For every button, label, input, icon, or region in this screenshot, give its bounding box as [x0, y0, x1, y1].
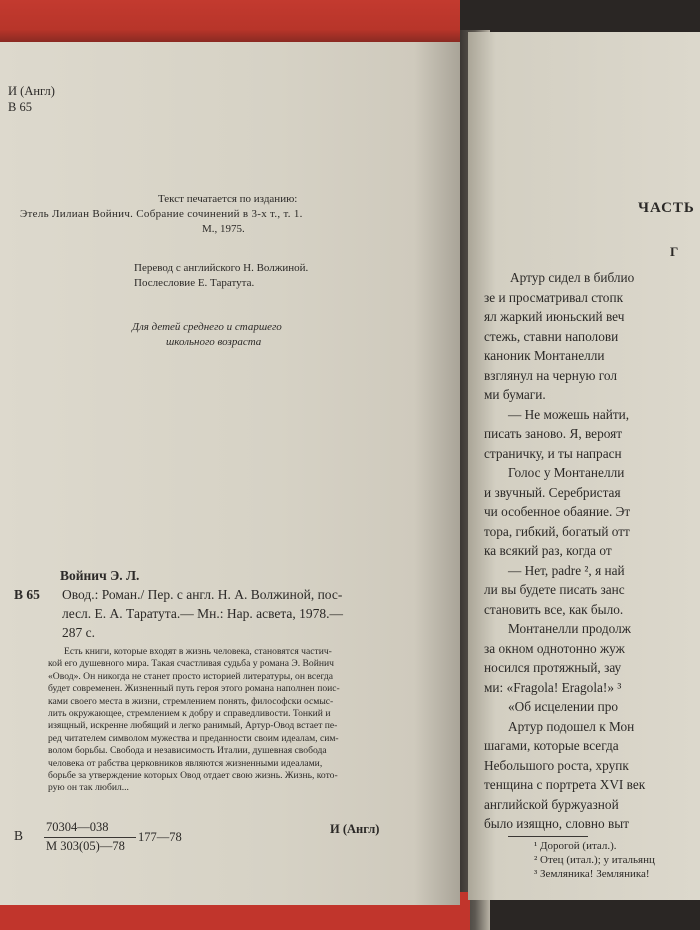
text-line: ми: «Fragola! Eragola!» ³ — [484, 679, 622, 695]
text-line: тенщина с портрета XVI век — [484, 777, 646, 792]
translator-credit: Перевод с английского Н. Волжиной. — [134, 262, 309, 274]
annotation-line: будет современен. Жизненный путь героя этого романа наполнен поис- — [48, 683, 340, 695]
code-denominator: М 303(05)—78 — [46, 839, 125, 853]
code-numerator: 70304—038 — [46, 820, 109, 834]
text-line: писать заново. Я, вероят — [484, 426, 623, 441]
annotation-line: человека от рабства церковников являются жизненными идеалами, — [48, 757, 323, 769]
code-fraction-line — [44, 837, 136, 838]
text-line: стежь, ставни наполови — [484, 328, 619, 344]
text-line: тора, гибкий, богатый отт — [484, 523, 630, 539]
text-line: ли вы будете писать занс — [484, 582, 625, 597]
text-line: зе и просматривал стопк — [484, 289, 624, 305]
text-line: ял жаркий июньский веч — [484, 309, 625, 324]
catalog-line-1: Овод.: Роман./ Пер. с англ. Н. А. Волжиной, пос- — [62, 587, 343, 602]
class-code-bottom: И (Англ) — [330, 822, 380, 836]
source-note-line-1: Текст печатается по изданию: — [158, 193, 298, 205]
annotation-line: Есть книги, которые входят в жизнь человека, становятся частич- — [64, 646, 332, 657]
text-line: становить все, как было. — [484, 601, 624, 617]
catalog-index: В 65 — [14, 587, 40, 602]
text-line: было изящно, словно выт — [484, 816, 630, 831]
code-suffix: 177—78 — [138, 830, 182, 844]
footnote-divider — [508, 836, 588, 837]
footnote-2: ² Отец (итал.); у итальянц — [534, 854, 655, 866]
text-line: — Не можешь найти, — [508, 406, 630, 422]
text-line: Артур сидел в библио — [510, 270, 635, 285]
annotation-line: «Овод». Он никогда не станет просто историей литературы, он всегда — [48, 670, 334, 682]
annotation-line: ред читателем символом мужества и преданности своим идеалам, сим- — [48, 732, 339, 744]
text-line: страничку, и ты напрасн — [484, 445, 622, 461]
footnote-1: ¹ Дорогой (итал.). — [534, 840, 617, 852]
code-letter: В — [14, 828, 24, 843]
afterword-credit: Послесловие Е. Таратута. — [134, 277, 255, 289]
text-line: ми бумаги. — [484, 387, 546, 402]
footnote-3: ³ Земляника! Земляника! — [534, 868, 650, 880]
right-page — [468, 32, 700, 900]
chapter-title: Г — [670, 244, 681, 259]
text-line: шагами, которые всегда — [484, 738, 619, 753]
text-line: чи особенное обаяние. Эт — [484, 504, 631, 519]
audience-line-1: Для детей среднего и старшего — [132, 321, 282, 333]
annotation-line: рую он так любил... — [48, 782, 129, 794]
text-line: взглянул на черную гол — [484, 367, 618, 383]
class-code: И (Англ) — [8, 84, 55, 98]
annotation-line: изящный, искренне любящий и легко ранимый, Артур-Овод встает пе- — [48, 720, 338, 732]
book-cover-top — [0, 0, 460, 42]
text-line: ка всякий раз, когда от — [484, 543, 612, 558]
text-line: Артур подошел к Мон — [508, 718, 635, 734]
text-line: носился протяжный, зау — [484, 660, 622, 675]
annotation-line: борьбе за утверждение которых Овод отдает свою жизнь. Жизнь, кото- — [48, 770, 338, 781]
text-line: каноник Монтанелли — [484, 348, 605, 363]
annotation-line: лить окружающее, стремлением к добру и справедливости. Тонкий и — [48, 708, 331, 719]
catalog-author: Войнич Э. Л. — [60, 568, 140, 583]
catalog-line-2: лесл. Е. А. Таратута.— Мн.: Нар. асвета, 1978.— — [62, 606, 344, 621]
text-line: за окном однотонно жуж — [484, 640, 625, 656]
text-line: — Нет, padre ², я най — [508, 562, 625, 578]
text-line: и звучный. Серебристая — [484, 484, 621, 500]
text-line: «Об исцелении про — [508, 699, 618, 714]
annotation-line: кой его душевного мира. Такая счастливая судьба у романа Э. Войнич — [48, 658, 334, 670]
part-title: ЧАСТЬ — [638, 200, 695, 216]
index-code: В 65 — [8, 100, 32, 114]
catalog-line-3: 287 с. — [62, 625, 95, 640]
audience-line-2: школьного возраста — [166, 336, 262, 348]
annotation-line: ками своего места в жизни, стремлением понять, философски осмыс- — [48, 695, 334, 707]
source-note-line-3: М., 1975. — [202, 223, 245, 235]
text-line: английской буржуазной — [484, 796, 619, 812]
text-line: Небольшого роста, хрупк — [484, 757, 629, 773]
text-line: Голос у Монтанелли — [508, 465, 625, 480]
text-line: Монтанелли продолж — [508, 621, 631, 636]
annotation-line: волом борьбы. Свобода и независимость Италии, душевная свобода — [48, 745, 327, 757]
source-note-line-2: Этель Лилиан Войнич. Собрание сочинений в 3-х т., т. 1. — [20, 208, 303, 220]
